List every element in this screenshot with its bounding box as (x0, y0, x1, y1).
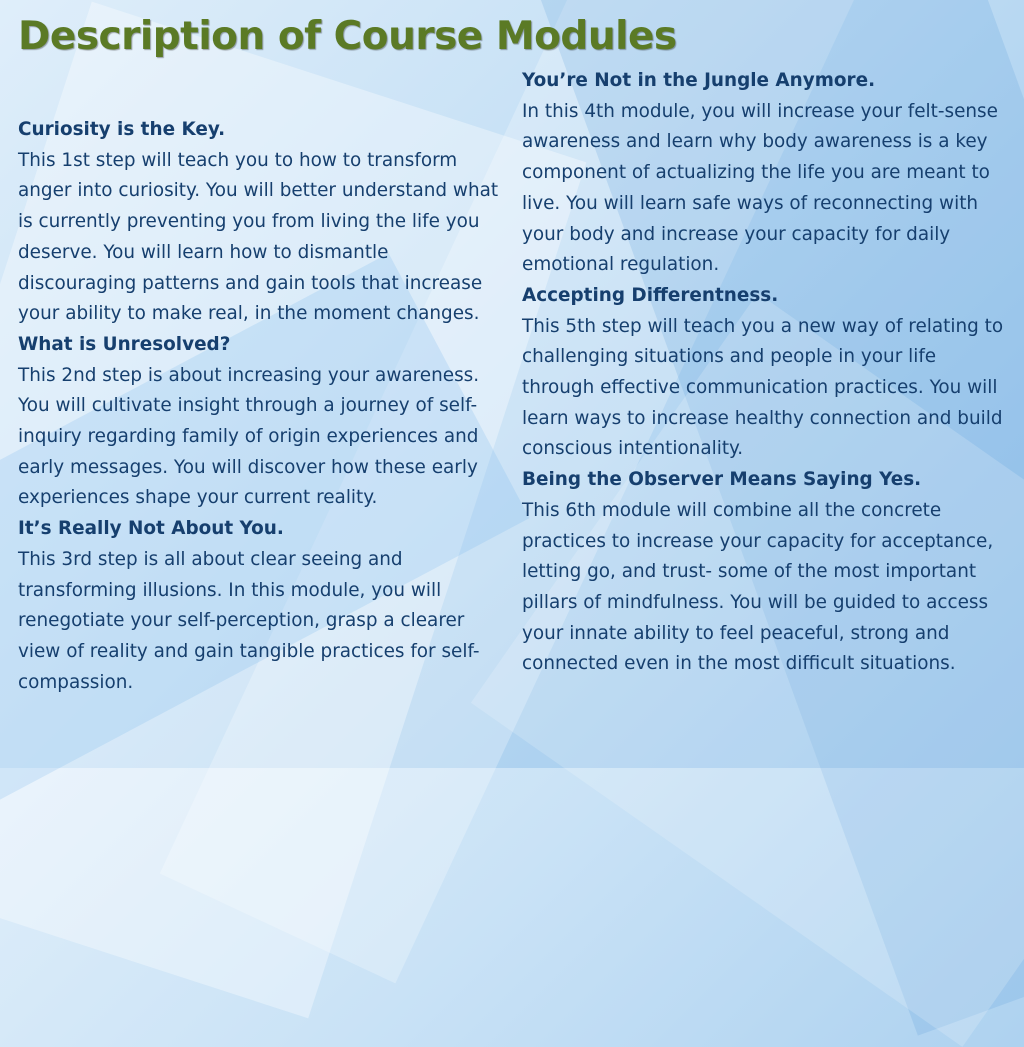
module-description: This 2nd step is about increasing your awareness. You will cultivate insight through a journey of self-inquiry regarding family of origin experiences and early messages. You will discover how these early experiences shape your current reality. (18, 364, 480, 509)
left-column (18, 115, 510, 698)
module-title: You’re Not in the Jungle Anymore. (522, 70, 876, 91)
module-3 (18, 514, 510, 698)
module-description: This 6th module will combine all the concrete practices to increase your capacity for acceptance, letting go, and trust- some of the most important pillars of mindfulness. You will be guided to access your innate ability to feel peaceful, strong and connected even in the most difficult situations. (522, 499, 994, 675)
module-description: This 1st step will teach you to how to transform anger into curiosity. You will better understand what is currently preventing you from living the life you deserve. You will learn how to dismantle discouraging patterns and gain tools that increase your ability to make real, in the moment changes. (18, 149, 499, 325)
module-6 (522, 465, 1014, 680)
module-title: Accepting Differentness. (522, 284, 779, 306)
module-description: This 3rd step is all about clear seeing and transforming illusions. In this module, you will renegotiate your self-perception, grasp a clearer view of reality and gain tangible practices for self-compassion. (18, 548, 480, 693)
right-column (522, 66, 1014, 680)
module-title: Curiosity is the Key. (18, 119, 226, 140)
module-description: In this 4th module, you will increase your felt-sense awareness and learn why body awareness is a key component of actualizing the life you are meant to live. You will learn safe ways of reconnecting with your body and increase your capacity for daily emotional regulation. (522, 100, 998, 276)
module-2 (18, 330, 510, 514)
module-1 (18, 115, 510, 330)
module-title: What is Unresolved? (18, 333, 231, 355)
slide-title: Description of Course Modules (18, 14, 677, 59)
module-4 (522, 66, 1014, 281)
module-5 (522, 281, 1014, 465)
module-description: This 5th step will teach you a new way of relating to challenging situations and people in your life through effective communication practices. You will learn ways to increase healthy connection and build conscious intentionality. (522, 315, 1004, 460)
module-title: Being the Observer Means Saying Yes. (522, 469, 922, 491)
module-title: It’s Really Not About You. (18, 518, 284, 540)
